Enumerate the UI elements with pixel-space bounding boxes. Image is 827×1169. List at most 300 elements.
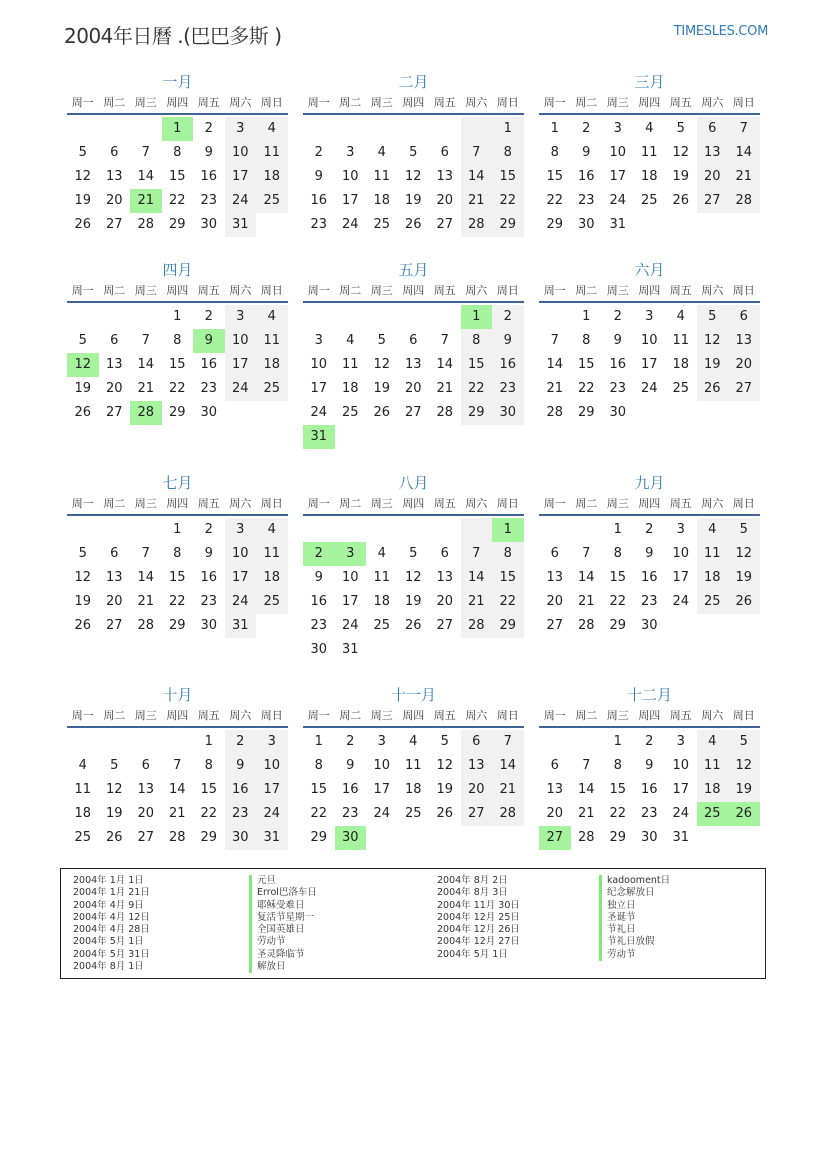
day-cell: 10 bbox=[672, 546, 690, 561]
day-cell: 10 bbox=[256, 754, 288, 778]
holiday-name: 节礼日放假 bbox=[599, 936, 670, 948]
day-cell: 1 bbox=[550, 121, 559, 136]
weekday-label: 周一 bbox=[71, 96, 94, 109]
day-cell: 28 bbox=[577, 618, 595, 633]
weekday-label: 周二 bbox=[575, 709, 598, 722]
day-cell: 10 bbox=[310, 357, 328, 372]
day-cell: 3 bbox=[314, 333, 323, 348]
weekday-header bbox=[303, 708, 524, 728]
day-cell: 15 bbox=[609, 782, 627, 797]
day-cell: 3 bbox=[346, 145, 355, 160]
day-cell: 15 bbox=[168, 570, 186, 585]
weekday-label: 周五 bbox=[669, 96, 692, 109]
day-cell: 1 bbox=[173, 522, 182, 537]
weekday-label: 周一 bbox=[71, 497, 94, 510]
day-cell: 19 bbox=[697, 353, 729, 377]
empty-cell bbox=[130, 117, 162, 141]
day-cell: 15 bbox=[168, 169, 186, 184]
day-grid bbox=[67, 728, 288, 850]
day-cell: 29 bbox=[461, 401, 493, 425]
day-cell: 10 bbox=[225, 542, 257, 566]
weekday-label: 周六 bbox=[229, 709, 252, 722]
day-cell: 10 bbox=[609, 145, 627, 160]
weekday-label: 周二 bbox=[575, 96, 598, 109]
holiday-date: 2004年 5月 1日 bbox=[73, 936, 144, 948]
holiday-date: 2004年 12月 27日 bbox=[437, 936, 520, 948]
day-cell: 7 bbox=[550, 333, 559, 348]
day-cell: 31 bbox=[225, 213, 257, 237]
day-cell: 17 bbox=[640, 357, 658, 372]
day-cell: 8 bbox=[173, 145, 182, 160]
day-cell: 14 bbox=[728, 141, 760, 165]
weekday-header bbox=[303, 496, 524, 516]
day-cell: 9 bbox=[225, 754, 257, 778]
day-cell: 24 bbox=[341, 618, 359, 633]
day-cell: 2 bbox=[492, 305, 524, 329]
day-cell: 22 bbox=[461, 377, 493, 401]
day-cell: 8 bbox=[613, 758, 622, 773]
day-cell: 2 bbox=[613, 309, 622, 324]
day-cell: 17 bbox=[672, 570, 690, 585]
weekday-label: 周六 bbox=[229, 497, 252, 510]
day-cell: 28 bbox=[728, 189, 760, 213]
day-cell: 18 bbox=[697, 778, 729, 802]
day-cell: 5 bbox=[78, 546, 87, 561]
day-cell: 3 bbox=[256, 730, 288, 754]
empty-cell bbox=[429, 305, 461, 329]
day-cell: 4 bbox=[346, 333, 355, 348]
holiday-date: 2004年 1月 1日 bbox=[73, 875, 144, 886]
day-cell: 20 bbox=[105, 594, 123, 609]
weekday-header bbox=[67, 283, 288, 303]
day-cell: 23 bbox=[200, 381, 218, 396]
weekday-label: 周一 bbox=[543, 497, 566, 510]
weekday-label: 周五 bbox=[197, 497, 220, 510]
month-name: 二月 bbox=[398, 73, 429, 91]
holiday-day-cell: 3 bbox=[335, 542, 367, 566]
day-cell: 20 bbox=[546, 594, 564, 609]
day-cell: 19 bbox=[672, 169, 690, 184]
day-cell: 27 bbox=[105, 618, 123, 633]
day-cell: 18 bbox=[672, 357, 690, 372]
day-cell: 24 bbox=[225, 590, 257, 614]
day-cell: 7 bbox=[141, 145, 150, 160]
day-cell: 3 bbox=[645, 309, 654, 324]
day-cell: 30 bbox=[200, 618, 218, 633]
page-title: 2004年日曆 .(巴巴多斯 ) bbox=[64, 24, 282, 48]
day-cell: 23 bbox=[200, 594, 218, 609]
day-cell: 13 bbox=[728, 329, 760, 353]
day-cell: 24 bbox=[256, 802, 288, 826]
day-cell: 14 bbox=[137, 169, 155, 184]
day-cell: 2 bbox=[314, 145, 323, 160]
day-cell: 26 bbox=[74, 217, 92, 232]
day-cell: 5 bbox=[440, 734, 449, 749]
month-block bbox=[539, 473, 760, 638]
holiday-name: kadooment日 bbox=[599, 875, 670, 887]
weekday-label: 周一 bbox=[543, 96, 566, 109]
day-cell: 11 bbox=[373, 169, 391, 184]
empty-cell bbox=[461, 117, 493, 141]
empty-cell bbox=[67, 518, 99, 542]
day-cell: 6 bbox=[141, 758, 150, 773]
day-cell: 27 bbox=[105, 405, 123, 420]
day-cell: 16 bbox=[341, 782, 359, 797]
holiday-date: 2004年 1月 21日 bbox=[73, 887, 150, 899]
day-cell: 5 bbox=[728, 730, 760, 754]
weekday-label: 周三 bbox=[606, 284, 629, 297]
weekday-label: 周四 bbox=[402, 709, 425, 722]
weekday-label: 周五 bbox=[197, 96, 220, 109]
day-cell: 21 bbox=[492, 778, 524, 802]
day-cell: 31 bbox=[672, 830, 690, 845]
holiday-day-cell: 26 bbox=[728, 802, 760, 826]
month-block bbox=[303, 260, 524, 449]
weekday-label: 周六 bbox=[701, 284, 724, 297]
day-cell: 15 bbox=[168, 357, 186, 372]
weekday-label: 周二 bbox=[339, 497, 362, 510]
weekday-label: 周二 bbox=[339, 96, 362, 109]
weekday-label: 周一 bbox=[307, 497, 330, 510]
day-cell: 16 bbox=[200, 570, 218, 585]
day-cell: 4 bbox=[377, 546, 386, 561]
weekday-label: 周日 bbox=[260, 96, 283, 109]
day-cell: 19 bbox=[728, 566, 760, 590]
weekday-label: 周六 bbox=[229, 284, 252, 297]
day-cell: 26 bbox=[672, 193, 690, 208]
day-cell: 14 bbox=[168, 782, 186, 797]
day-cell: 7 bbox=[141, 546, 150, 561]
day-cell: 8 bbox=[173, 546, 182, 561]
day-cell: 6 bbox=[697, 117, 729, 141]
empty-cell bbox=[398, 117, 430, 141]
day-cell: 19 bbox=[404, 193, 422, 208]
day-cell: 10 bbox=[373, 758, 391, 773]
day-cell: 28 bbox=[546, 405, 564, 420]
day-cell: 11 bbox=[256, 141, 288, 165]
day-cell: 4 bbox=[645, 121, 654, 136]
weekday-label: 周一 bbox=[543, 709, 566, 722]
day-cell: 17 bbox=[310, 381, 328, 396]
month-name: 五月 bbox=[398, 261, 429, 279]
weekday-label: 周二 bbox=[575, 284, 598, 297]
day-cell: 11 bbox=[373, 570, 391, 585]
day-cell: 23 bbox=[310, 618, 328, 633]
day-cell: 18 bbox=[373, 193, 391, 208]
site-logo[interactable]: TIMESLES.COM bbox=[673, 24, 768, 39]
day-grid bbox=[539, 303, 760, 425]
day-cell: 27 bbox=[137, 830, 155, 845]
day-cell: 18 bbox=[697, 566, 729, 590]
day-cell: 7 bbox=[173, 758, 182, 773]
day-cell: 9 bbox=[645, 546, 654, 561]
empty-cell bbox=[571, 730, 603, 754]
day-cell: 29 bbox=[310, 830, 328, 845]
day-cell: 21 bbox=[577, 806, 595, 821]
day-cell: 9 bbox=[582, 145, 591, 160]
empty-cell bbox=[303, 518, 335, 542]
holiday-name: 复活节星期一 bbox=[249, 912, 317, 924]
day-cell: 14 bbox=[492, 754, 524, 778]
day-cell: 3 bbox=[377, 734, 386, 749]
empty-cell bbox=[398, 305, 430, 329]
day-cell: 31 bbox=[609, 217, 627, 232]
holiday-date: 2004年 12月 26日 bbox=[437, 924, 520, 936]
day-cell: 21 bbox=[168, 806, 186, 821]
day-cell: 31 bbox=[225, 614, 257, 638]
day-cell: 6 bbox=[110, 546, 119, 561]
day-grid bbox=[67, 303, 288, 425]
day-cell: 15 bbox=[200, 782, 218, 797]
day-cell: 8 bbox=[492, 542, 524, 566]
day-cell: 11 bbox=[256, 542, 288, 566]
day-cell: 24 bbox=[672, 806, 690, 821]
holiday-day-cell: 31 bbox=[303, 425, 335, 449]
day-cell: 15 bbox=[310, 782, 328, 797]
legend-names-left bbox=[249, 875, 317, 973]
empty-cell bbox=[429, 117, 461, 141]
holiday-date: 2004年 5月 31日 bbox=[73, 948, 150, 960]
weekday-label: 周六 bbox=[465, 96, 488, 109]
empty-cell bbox=[130, 730, 162, 754]
holiday-name: 纪念解放日 bbox=[599, 887, 670, 899]
day-cell: 5 bbox=[78, 333, 87, 348]
empty-cell bbox=[539, 518, 571, 542]
weekday-label: 周日 bbox=[496, 497, 519, 510]
weekday-label: 周三 bbox=[134, 497, 157, 510]
day-cell: 28 bbox=[577, 830, 595, 845]
empty-cell bbox=[67, 730, 99, 754]
weekday-label: 周四 bbox=[402, 96, 425, 109]
empty-cell bbox=[335, 518, 367, 542]
day-cell: 25 bbox=[672, 381, 690, 396]
holiday-name: 劳动节 bbox=[599, 949, 670, 961]
day-cell: 27 bbox=[461, 802, 493, 826]
day-cell: 30 bbox=[577, 217, 595, 232]
day-cell: 1 bbox=[582, 309, 591, 324]
empty-cell bbox=[366, 518, 398, 542]
day-cell: 18 bbox=[256, 165, 288, 189]
day-cell: 23 bbox=[492, 377, 524, 401]
day-cell: 12 bbox=[404, 570, 422, 585]
day-cell: 9 bbox=[204, 546, 213, 561]
day-cell: 9 bbox=[492, 329, 524, 353]
day-cell: 15 bbox=[492, 566, 524, 590]
day-cell: 8 bbox=[461, 329, 493, 353]
day-cell: 30 bbox=[640, 618, 658, 633]
day-cell: 18 bbox=[74, 806, 92, 821]
day-cell: 21 bbox=[577, 594, 595, 609]
day-cell: 31 bbox=[341, 642, 359, 657]
day-cell: 19 bbox=[728, 778, 760, 802]
day-cell: 11 bbox=[74, 782, 92, 797]
day-cell: 16 bbox=[640, 570, 658, 585]
day-cell: 7 bbox=[461, 542, 493, 566]
day-cell: 29 bbox=[577, 405, 595, 420]
day-cell: 8 bbox=[204, 758, 213, 773]
weekday-label: 周四 bbox=[166, 284, 189, 297]
day-cell: 11 bbox=[697, 754, 729, 778]
day-cell: 2 bbox=[582, 121, 591, 136]
day-cell: 22 bbox=[492, 189, 524, 213]
month-block bbox=[303, 473, 524, 662]
weekday-label: 周四 bbox=[638, 709, 661, 722]
day-cell: 3 bbox=[676, 522, 685, 537]
holiday-day-cell: 9 bbox=[193, 329, 225, 353]
day-cell: 2 bbox=[225, 730, 257, 754]
empty-cell bbox=[571, 518, 603, 542]
empty-cell bbox=[539, 730, 571, 754]
day-cell: 27 bbox=[546, 618, 564, 633]
weekday-label: 周一 bbox=[71, 284, 94, 297]
day-cell: 25 bbox=[404, 806, 422, 821]
month-block bbox=[67, 72, 288, 237]
weekday-label: 周六 bbox=[465, 709, 488, 722]
day-cell: 22 bbox=[609, 806, 627, 821]
day-cell: 30 bbox=[310, 642, 328, 657]
weekday-label: 周日 bbox=[732, 497, 755, 510]
day-cell: 25 bbox=[373, 618, 391, 633]
day-cell: 25 bbox=[256, 377, 288, 401]
day-cell: 11 bbox=[256, 329, 288, 353]
day-cell: 26 bbox=[404, 618, 422, 633]
day-cell: 20 bbox=[105, 381, 123, 396]
day-cell: 24 bbox=[341, 217, 359, 232]
empty-cell bbox=[539, 305, 571, 329]
day-cell: 20 bbox=[105, 193, 123, 208]
day-cell: 17 bbox=[373, 782, 391, 797]
day-cell: 10 bbox=[225, 329, 257, 353]
day-cell: 16 bbox=[200, 169, 218, 184]
day-cell: 11 bbox=[404, 758, 422, 773]
day-cell: 7 bbox=[440, 333, 449, 348]
day-cell: 4 bbox=[676, 309, 685, 324]
day-cell: 18 bbox=[341, 381, 359, 396]
empty-cell bbox=[99, 730, 131, 754]
empty-cell bbox=[335, 117, 367, 141]
weekday-label: 周三 bbox=[370, 96, 393, 109]
day-cell: 11 bbox=[640, 145, 658, 160]
day-cell: 23 bbox=[200, 193, 218, 208]
day-cell: 11 bbox=[697, 542, 729, 566]
day-cell: 30 bbox=[640, 830, 658, 845]
holiday-day-cell: 2 bbox=[303, 542, 335, 566]
day-cell: 24 bbox=[640, 381, 658, 396]
day-cell: 20 bbox=[436, 594, 454, 609]
month-name: 十二月 bbox=[626, 686, 672, 704]
day-cell: 24 bbox=[225, 377, 257, 401]
month-block bbox=[67, 260, 288, 425]
weekday-label: 周四 bbox=[638, 96, 661, 109]
day-cell: 29 bbox=[168, 405, 186, 420]
day-cell: 7 bbox=[728, 117, 760, 141]
day-cell: 29 bbox=[168, 217, 186, 232]
day-cell: 22 bbox=[577, 381, 595, 396]
day-cell: 24 bbox=[310, 405, 328, 420]
weekday-label: 周二 bbox=[339, 284, 362, 297]
day-cell: 3 bbox=[225, 117, 257, 141]
holiday-day-cell: 1 bbox=[162, 117, 194, 141]
empty-cell bbox=[67, 117, 99, 141]
weekday-label: 周三 bbox=[370, 284, 393, 297]
day-grid bbox=[539, 728, 760, 850]
weekday-label: 周一 bbox=[307, 709, 330, 722]
day-cell: 4 bbox=[697, 518, 729, 542]
day-cell: 12 bbox=[74, 169, 92, 184]
empty-cell bbox=[366, 117, 398, 141]
day-cell: 21 bbox=[137, 381, 155, 396]
day-cell: 26 bbox=[728, 590, 760, 614]
day-cell: 6 bbox=[461, 730, 493, 754]
day-cell: 9 bbox=[204, 145, 213, 160]
month-block bbox=[67, 473, 288, 638]
day-cell: 24 bbox=[609, 193, 627, 208]
day-cell: 12 bbox=[697, 329, 729, 353]
day-cell: 22 bbox=[168, 594, 186, 609]
day-cell: 29 bbox=[609, 618, 627, 633]
month-name: 四月 bbox=[162, 261, 193, 279]
month-block bbox=[67, 685, 288, 850]
day-grid bbox=[67, 115, 288, 237]
day-cell: 10 bbox=[640, 333, 658, 348]
day-cell: 2 bbox=[645, 522, 654, 537]
month-name: 十月 bbox=[162, 686, 193, 704]
month-name: 九月 bbox=[634, 474, 665, 492]
holiday-date: 2004年 4月 28日 bbox=[73, 924, 150, 936]
day-cell: 6 bbox=[550, 758, 559, 773]
day-cell: 16 bbox=[492, 353, 524, 377]
day-cell: 6 bbox=[728, 305, 760, 329]
day-cell: 3 bbox=[225, 518, 257, 542]
holiday-day-cell: 12 bbox=[67, 353, 99, 377]
day-cell: 23 bbox=[310, 217, 328, 232]
day-cell: 25 bbox=[373, 217, 391, 232]
weekday-label: 周二 bbox=[575, 497, 598, 510]
empty-cell bbox=[130, 305, 162, 329]
day-cell: 28 bbox=[461, 614, 493, 638]
day-cell: 13 bbox=[546, 570, 564, 585]
day-cell: 26 bbox=[436, 806, 454, 821]
weekday-label: 周四 bbox=[166, 96, 189, 109]
weekday-header bbox=[539, 708, 760, 728]
day-cell: 1 bbox=[173, 309, 182, 324]
day-cell: 19 bbox=[436, 782, 454, 797]
day-cell: 2 bbox=[204, 121, 213, 136]
empty-cell bbox=[303, 305, 335, 329]
weekday-header bbox=[539, 95, 760, 115]
day-cell: 17 bbox=[225, 165, 257, 189]
day-cell: 4 bbox=[256, 305, 288, 329]
holiday-name: 节礼日 bbox=[599, 924, 670, 936]
empty-cell bbox=[99, 305, 131, 329]
day-cell: 9 bbox=[645, 758, 654, 773]
weekday-label: 周四 bbox=[638, 284, 661, 297]
day-cell: 21 bbox=[461, 590, 493, 614]
day-grid bbox=[539, 516, 760, 638]
day-cell: 14 bbox=[577, 570, 595, 585]
day-cell: 5 bbox=[110, 758, 119, 773]
day-cell: 20 bbox=[137, 806, 155, 821]
holiday-name: 劳动节 bbox=[249, 936, 317, 948]
day-cell: 8 bbox=[582, 333, 591, 348]
day-cell: 17 bbox=[609, 169, 627, 184]
day-cell: 14 bbox=[137, 357, 155, 372]
day-cell: 21 bbox=[461, 189, 493, 213]
weekday-label: 周六 bbox=[465, 497, 488, 510]
day-cell: 31 bbox=[256, 826, 288, 850]
month-name: 十一月 bbox=[390, 686, 436, 704]
weekday-label: 周五 bbox=[669, 284, 692, 297]
